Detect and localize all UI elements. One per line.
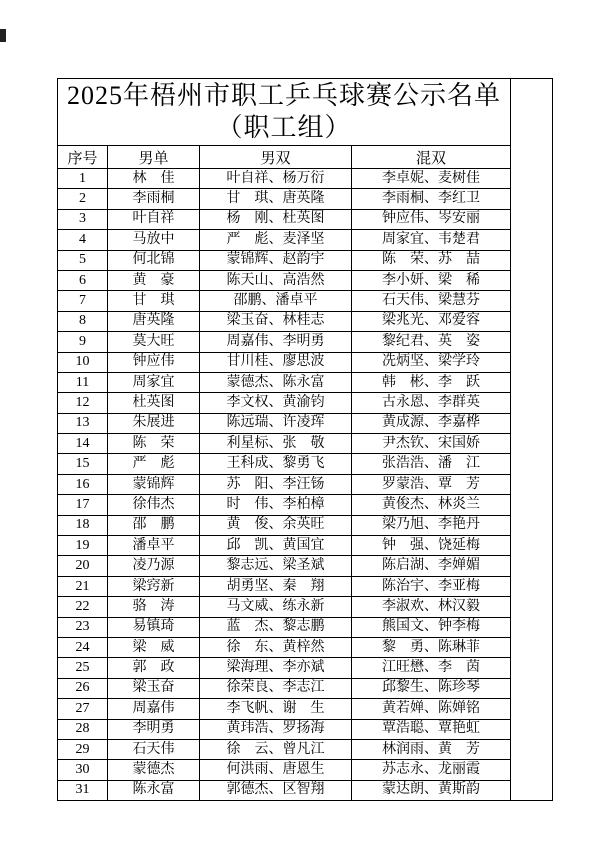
row-number-cell: 2	[58, 189, 108, 209]
mixed-doubles-cell: 李雨桐、李红卫	[352, 189, 511, 209]
mixed-doubles-cell: 林润雨、黄 芳	[352, 739, 511, 759]
mixed-doubles-cell: 陈启湖、李婵媚	[352, 556, 511, 576]
table-row	[58, 474, 511, 494]
table-row	[58, 536, 511, 556]
title-line-1: 2025年梧州市职工乒乓球赛公示名单	[67, 81, 502, 110]
mixed-doubles-cell: 罗蒙浩、覃 芳	[352, 474, 511, 494]
mens-doubles-cell: 严 彪、麦泽坚	[200, 230, 352, 250]
table-row	[58, 352, 511, 372]
mens-doubles-cell: 梁海理、李亦斌	[200, 658, 352, 678]
mens-doubles-cell: 黄 俊、余英旺	[200, 515, 352, 535]
mens-singles-cell: 黄 豪	[108, 270, 200, 290]
mens-doubles-cell: 王科成、黎勇飞	[200, 454, 352, 474]
col-header-no: 序号	[58, 146, 108, 169]
mixed-doubles-cell: 黄成源、李嘉桦	[352, 413, 511, 433]
row-number-cell: 7	[58, 291, 108, 311]
scan-artifact	[0, 29, 6, 42]
row-number-cell: 6	[58, 270, 108, 290]
mens-doubles-cell: 邵鹏、潘卓平	[200, 291, 352, 311]
row-number-cell: 22	[58, 597, 108, 617]
mens-singles-cell: 叶自祥	[108, 209, 200, 229]
mens-singles-cell: 陈永富	[108, 780, 200, 800]
row-number-cell: 28	[58, 719, 108, 739]
mens-doubles-cell: 时 伟、李柏樟	[200, 495, 352, 515]
table-row	[58, 515, 511, 535]
mixed-doubles-cell: 周家宜、韦楚君	[352, 230, 511, 250]
mens-doubles-cell: 邱 凯、黄国宜	[200, 536, 352, 556]
table-row	[58, 556, 511, 576]
mixed-doubles-cell: 蒙达朗、黄斯韵	[352, 780, 511, 800]
mixed-doubles-cell: 覃浩聪、覃艳虹	[352, 719, 511, 739]
mixed-doubles-cell: 石天伟、梁慧芬	[352, 291, 511, 311]
mens-doubles-cell: 何洪雨、唐恩生	[200, 760, 352, 780]
mens-singles-cell: 朱展进	[108, 413, 200, 433]
mens-doubles-cell: 马文威、练永新	[200, 597, 352, 617]
title-row	[58, 79, 511, 146]
table-row	[58, 617, 511, 637]
row-number-cell: 26	[58, 678, 108, 698]
row-number-cell: 16	[58, 474, 108, 494]
mens-doubles-cell: 黎志远、梁圣斌	[200, 556, 352, 576]
row-number-cell: 15	[58, 454, 108, 474]
row-number-cell: 19	[58, 536, 108, 556]
mens-doubles-cell: 叶自祥、杨万衍	[200, 169, 352, 189]
table-row	[58, 291, 511, 311]
mixed-doubles-cell: 陈治宇、李亚梅	[352, 576, 511, 596]
mixed-doubles-cell: 江旺懋、李 茵	[352, 658, 511, 678]
table-row	[58, 637, 511, 657]
roster-table	[57, 78, 511, 801]
mens-doubles-cell: 黄玮浩、罗扬海	[200, 719, 352, 739]
table-row	[58, 719, 511, 739]
table-row	[58, 760, 511, 780]
mens-singles-cell: 杜英图	[108, 393, 200, 413]
mens-singles-cell: 陈 荣	[108, 434, 200, 454]
row-number-cell: 4	[58, 230, 108, 250]
table-row	[58, 678, 511, 698]
mixed-doubles-cell: 黄若婵、陈婵铭	[352, 699, 511, 719]
table-row	[58, 270, 511, 290]
mens-singles-cell: 钟应伟	[108, 352, 200, 372]
mens-doubles-cell: 陈天山、高浩然	[200, 270, 352, 290]
mens-singles-cell: 徐伟杰	[108, 495, 200, 515]
row-number-cell: 25	[58, 658, 108, 678]
table-row	[58, 413, 511, 433]
table-row	[58, 189, 511, 209]
mens-singles-cell: 石天伟	[108, 739, 200, 759]
table-row	[58, 597, 511, 617]
mens-doubles-cell: 周嘉伟、李明勇	[200, 332, 352, 352]
mens-doubles-cell: 梁玉奋、林桂志	[200, 311, 352, 331]
mixed-doubles-cell: 熊国文、钟李梅	[352, 617, 511, 637]
mens-singles-cell: 蒙德杰	[108, 760, 200, 780]
mixed-doubles-cell: 陈 荣、苏 喆	[352, 250, 511, 270]
row-number-cell: 23	[58, 617, 108, 637]
roster-table-body	[58, 169, 511, 801]
col-header-mens-doubles: 男双	[200, 146, 352, 169]
mens-singles-cell: 骆 涛	[108, 597, 200, 617]
mens-singles-cell: 周嘉伟	[108, 699, 200, 719]
mens-singles-cell: 梁 威	[108, 637, 200, 657]
table-row	[58, 250, 511, 270]
mens-singles-cell: 梁玉奋	[108, 678, 200, 698]
table-row	[58, 576, 511, 596]
mens-singles-cell: 马放中	[108, 230, 200, 250]
row-number-cell: 12	[58, 393, 108, 413]
mens-doubles-cell: 蒙锦辉、赵韵宇	[200, 250, 352, 270]
row-number-cell: 9	[58, 332, 108, 352]
mens-singles-cell: 蒙锦辉	[108, 474, 200, 494]
row-number-cell: 29	[58, 739, 108, 759]
mens-singles-cell: 凌乃源	[108, 556, 200, 576]
page-title	[58, 79, 511, 146]
table-row	[58, 699, 511, 719]
mens-doubles-cell: 蒙德杰、陈永富	[200, 372, 352, 392]
mens-doubles-cell: 徐 东、黄梓然	[200, 637, 352, 657]
table-row	[58, 311, 511, 331]
mens-doubles-cell: 苏 阳、李汪钖	[200, 474, 352, 494]
table-row	[58, 495, 511, 515]
mixed-doubles-cell: 黄俊杰、林炎兰	[352, 495, 511, 515]
roster-table-area	[57, 78, 553, 801]
table-row	[58, 209, 511, 229]
mens-singles-cell: 邵 鹏	[108, 515, 200, 535]
column-header-row	[58, 146, 511, 169]
row-number-cell: 30	[58, 760, 108, 780]
mixed-doubles-cell: 李卓妮、麦树佳	[352, 169, 511, 189]
mixed-doubles-cell: 梁兆光、邓爱容	[352, 311, 511, 331]
mens-singles-cell: 李雨桐	[108, 189, 200, 209]
row-number-cell: 11	[58, 372, 108, 392]
row-number-cell: 3	[58, 209, 108, 229]
row-number-cell: 8	[58, 311, 108, 331]
row-number-cell: 24	[58, 637, 108, 657]
mens-doubles-cell: 李文权、黄渝钧	[200, 393, 352, 413]
row-number-cell: 13	[58, 413, 108, 433]
mixed-doubles-cell: 古永恩、李群英	[352, 393, 511, 413]
row-number-cell: 31	[58, 780, 108, 800]
mixed-doubles-cell: 黎纪君、英 姿	[352, 332, 511, 352]
mens-singles-cell: 郭 政	[108, 658, 200, 678]
mixed-doubles-cell: 李淑欢、林汉毅	[352, 597, 511, 617]
mens-singles-cell: 甘 琪	[108, 291, 200, 311]
table-row	[58, 230, 511, 250]
mixed-doubles-cell: 梁乃旭、李艳丹	[352, 515, 511, 535]
mens-doubles-cell: 杨 刚、杜英图	[200, 209, 352, 229]
mixed-doubles-cell: 黎 勇、陈琳菲	[352, 637, 511, 657]
mens-singles-cell: 周家宜	[108, 372, 200, 392]
table-row	[58, 332, 511, 352]
mens-singles-cell: 严 彪	[108, 454, 200, 474]
table-row	[58, 393, 511, 413]
table-row	[58, 739, 511, 759]
mens-singles-cell: 李明勇	[108, 719, 200, 739]
mens-singles-cell: 何北锦	[108, 250, 200, 270]
mens-doubles-cell: 利星标、张 敬	[200, 434, 352, 454]
title-line-2: （职工组）	[216, 113, 352, 142]
mens-doubles-cell: 陈远瑞、许凌珲	[200, 413, 352, 433]
mens-singles-cell: 梁窍新	[108, 576, 200, 596]
mixed-doubles-cell: 钟应伟、岑安丽	[352, 209, 511, 229]
mens-doubles-cell: 胡勇坚、秦 翔	[200, 576, 352, 596]
mens-singles-cell: 潘卓平	[108, 536, 200, 556]
mens-doubles-cell: 甘川桂、廖思波	[200, 352, 352, 372]
mens-doubles-cell: 蓝 杰、黎志鹏	[200, 617, 352, 637]
row-number-cell: 10	[58, 352, 108, 372]
table-row	[58, 434, 511, 454]
mixed-doubles-cell: 张浩浩、潘 江	[352, 454, 511, 474]
mixed-doubles-cell: 李小妍、梁 稀	[352, 270, 511, 290]
row-number-cell: 17	[58, 495, 108, 515]
table-row	[58, 169, 511, 189]
mixed-doubles-cell: 尹杰钦、宋国娇	[352, 434, 511, 454]
mens-doubles-cell: 郭德杰、区智翔	[200, 780, 352, 800]
mens-singles-cell: 易镇琦	[108, 617, 200, 637]
mixed-doubles-cell: 苏志永、龙丽霞	[352, 760, 511, 780]
mens-doubles-cell: 徐荣良、李志江	[200, 678, 352, 698]
mixed-doubles-cell: 冼炳坚、梁学玲	[352, 352, 511, 372]
table-row	[58, 454, 511, 474]
row-number-cell: 18	[58, 515, 108, 535]
row-number-cell: 5	[58, 250, 108, 270]
row-number-cell: 20	[58, 556, 108, 576]
table-row	[58, 658, 511, 678]
row-number-cell: 27	[58, 699, 108, 719]
row-number-cell: 14	[58, 434, 108, 454]
table-row	[58, 372, 511, 392]
mens-singles-cell: 林 佳	[108, 169, 200, 189]
row-number-cell: 1	[58, 169, 108, 189]
empty-right-column	[511, 78, 553, 801]
table-row	[58, 780, 511, 800]
row-number-cell: 21	[58, 576, 108, 596]
mens-doubles-cell: 甘 琪、唐英隆	[200, 189, 352, 209]
mens-doubles-cell: 徐 云、曾凡江	[200, 739, 352, 759]
mixed-doubles-cell: 钟 强、饶延梅	[352, 536, 511, 556]
mixed-doubles-cell: 韩 彬、李 跃	[352, 372, 511, 392]
col-header-mens-singles: 男单	[108, 146, 200, 169]
mens-doubles-cell: 李飞帆、谢 生	[200, 699, 352, 719]
col-header-mixed-doubles: 混双	[352, 146, 511, 169]
mixed-doubles-cell: 邱黎生、陈珍琴	[352, 678, 511, 698]
mens-singles-cell: 唐英隆	[108, 311, 200, 331]
mens-singles-cell: 莫大旺	[108, 332, 200, 352]
